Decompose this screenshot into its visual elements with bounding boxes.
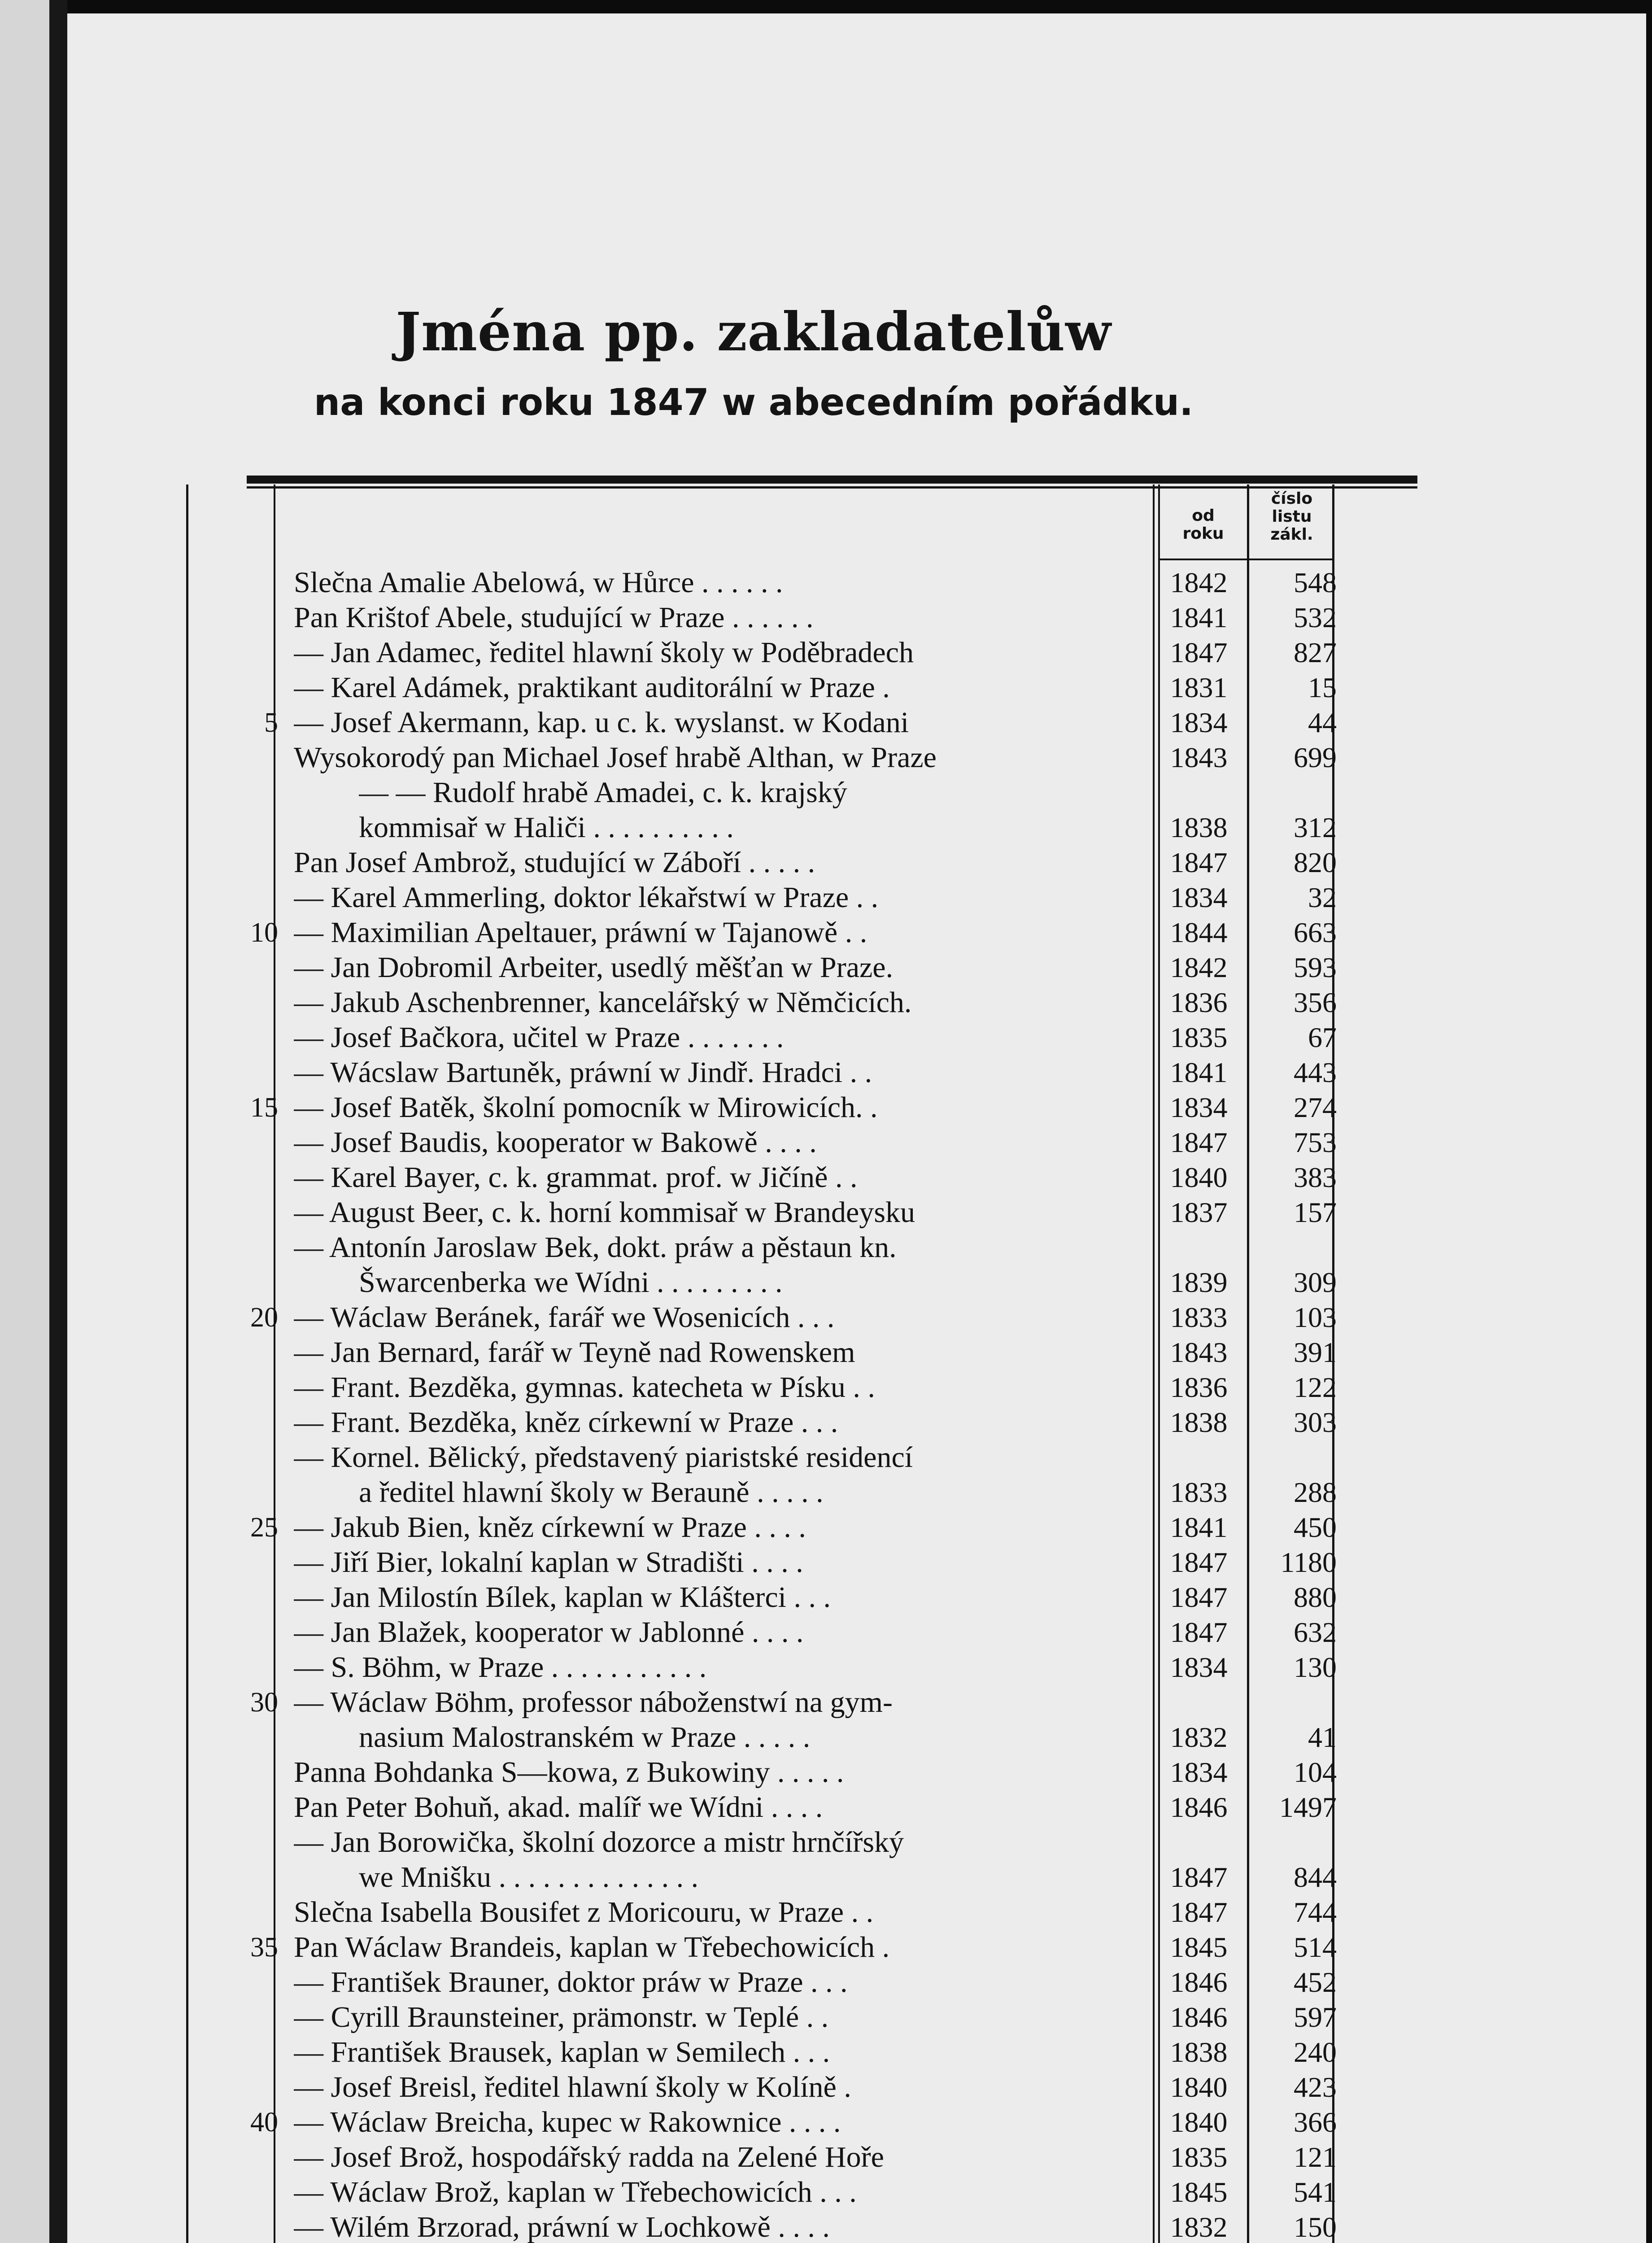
line-number: 15 (250, 1092, 278, 1123)
header-underline-year (1160, 559, 1247, 560)
sheet-number: 104 (1294, 1756, 1337, 1788)
line-number: 10 (250, 917, 278, 948)
sheet-number: 593 (1294, 951, 1337, 983)
entry-text: Šwarcenberka we Wídni . . . . . . . . . (359, 1266, 783, 1299)
sheet-number: 44 (1308, 707, 1337, 738)
table-row (0, 1125, 1390, 1160)
entry-text: — Wácslaw Bartuněk, práwní w Jindř. Hradci . . (294, 1056, 872, 1089)
sheet-number: 366 (1294, 2106, 1337, 2138)
table-row (0, 1405, 1390, 1440)
since-year: 1841 (1170, 1056, 1228, 1088)
entry-text: Wysokorodý pan Michael Josef hrabě Althan, w Praze (294, 741, 937, 774)
since-year: 1842 (1170, 951, 1228, 983)
table-row (0, 1860, 1390, 1895)
page-subtitle: na konci roku 1847 w abecedním pořádku. (314, 381, 1194, 424)
table-row (0, 2000, 1390, 2035)
table-row (0, 1790, 1390, 1825)
year-header-line: od (1192, 506, 1215, 525)
entry-text: — Jan Bernard, farář w Teyně nad Rowenskem (294, 1336, 855, 1369)
entry-text: — Jan Blažek, kooperator w Jablonné . . . . (294, 1616, 804, 1649)
entry-text: — Jan Borowička, školní dozorce a mistr hrnčířský (294, 1826, 904, 1859)
sheet-number: 103 (1294, 1301, 1337, 1333)
sheet-number: 1497 (1279, 1791, 1337, 1823)
entry-text: — Kornel. Bělický, představený piaristské residencí (294, 1441, 913, 1474)
since-year: 1846 (1170, 1966, 1228, 1998)
table-row (0, 1265, 1390, 1300)
sheet-number: 121 (1294, 2141, 1337, 2173)
sheet-number: 632 (1294, 1616, 1337, 1648)
sheet-number: 541 (1294, 2176, 1337, 2208)
table-row (0, 2175, 1390, 2210)
since-year: 1845 (1170, 2176, 1228, 2208)
table-row (0, 1930, 1390, 1965)
since-year: 1835 (1170, 1021, 1228, 1053)
since-year: 1847 (1170, 1616, 1228, 1648)
sheet-number: 309 (1294, 1266, 1337, 1298)
table-row (0, 1755, 1390, 1790)
entry-text: Pan Josef Ambrož, studující w Záboří . . . . . (294, 846, 815, 879)
table-row (0, 1195, 1390, 1230)
since-year: 1840 (1170, 2106, 1228, 2138)
sheet-header-line: listu (1272, 507, 1312, 526)
sheet-number: 699 (1294, 742, 1337, 773)
since-year: 1846 (1170, 2001, 1228, 2033)
sheet-number: 312 (1294, 812, 1337, 843)
sheet-column-header (1251, 490, 1332, 544)
entry-text: — Jakub Bien, kněz církewní w Praze . . . . (294, 1511, 806, 1544)
entry-text: — Wilém Brzorad, práwní w Lochkowě . . . . (294, 2211, 830, 2243)
table-row (0, 600, 1390, 635)
sheet-number: 391 (1294, 1336, 1337, 1368)
since-year: 1847 (1170, 637, 1228, 668)
table-row (0, 950, 1390, 985)
sheet-number: 15 (1308, 672, 1337, 703)
since-year: 1841 (1170, 602, 1228, 633)
table-row (0, 565, 1390, 600)
since-year: 1836 (1170, 1371, 1228, 1403)
table-row (0, 740, 1390, 775)
since-year: 1832 (1170, 2211, 1228, 2243)
line-number: 20 (250, 1302, 278, 1333)
since-year: 1841 (1170, 1511, 1228, 1543)
entry-text: Panna Bohdanka S—kowa, z Bukowiny . . . . . (294, 1756, 844, 1789)
since-year: 1847 (1170, 1546, 1228, 1578)
entry-text: — Jan Dobromil Arbeiter, usedlý měšťan w Praze. (294, 951, 894, 984)
table-row (0, 1650, 1390, 1685)
table-row (0, 1475, 1390, 1510)
entry-text: we Mnišku . . . . . . . . . . . . . . (359, 1861, 699, 1894)
sheet-number: 303 (1294, 1406, 1337, 1438)
table-row (0, 1160, 1390, 1195)
entry-text: Slečna Isabella Bousifet z Moricouru, w Praze . . (294, 1896, 874, 1929)
since-year: 1833 (1170, 1301, 1228, 1333)
table-row (0, 1230, 1390, 1265)
since-year: 1833 (1170, 1476, 1228, 1508)
entry-text: — Josef Breisl, ředitel hlawní školy w Kolíně . (294, 2071, 851, 2103)
entry-text: Pan Krištof Abele, studující w Praze . . . . . . (294, 601, 814, 634)
since-year: 1834 (1170, 707, 1228, 738)
entry-text: — S. Böhm, w Praze . . . . . . . . . . . (294, 1651, 707, 1684)
table-row (0, 1440, 1390, 1475)
entry-text: Pan Wáclaw Brandeis, kaplan w Třebechowicích . (294, 1931, 890, 1964)
table-row (0, 1370, 1390, 1405)
entry-text: nasium Malostranském w Praze . . . . . (359, 1721, 811, 1754)
entry-text: — Josef Akermann, kap. u c. k. wyslanst. w Kodani (294, 706, 909, 739)
table-top-rule-thin (247, 486, 1417, 489)
since-year: 1840 (1170, 2071, 1228, 2103)
sheet-number: 67 (1308, 1021, 1337, 1053)
sheet-number: 274 (1294, 1091, 1337, 1123)
since-year: 1842 (1170, 567, 1228, 598)
table-row (0, 1055, 1390, 1090)
since-year: 1838 (1170, 1406, 1228, 1438)
since-year: 1834 (1170, 1756, 1228, 1788)
entry-text: Pan Peter Bohuň, akad. malíř we Wídni . . . . (294, 1791, 823, 1824)
since-year: 1834 (1170, 1091, 1228, 1123)
entry-text: — Jan Milostín Bílek, kaplan w Klášterci . . . (294, 1581, 831, 1614)
entry-text: — — Rudolf hrabě Amadei, c. k. krajský (359, 776, 847, 809)
entry-text: — Josef Baudis, kooperator w Bakowě . . . . (294, 1126, 817, 1159)
since-year: 1839 (1170, 1266, 1228, 1298)
sheet-number: 532 (1294, 602, 1337, 633)
table-row (0, 1825, 1390, 1860)
table-row (0, 2210, 1390, 2243)
entry-text: — Maximilian Apeltauer, práwní w Tajanowě . . (294, 916, 867, 949)
sheet-number: 827 (1294, 637, 1337, 668)
sheet-number: 880 (1294, 1581, 1337, 1613)
entry-text: — Wáclaw Breicha, kupec w Rakownice . . . . (294, 2106, 841, 2138)
since-year: 1840 (1170, 1161, 1228, 1193)
sheet-number: 240 (1294, 2036, 1337, 2068)
entry-text: — Jiří Bier, lokalní kaplan w Stradišti . . . . (294, 1546, 803, 1579)
since-year: 1837 (1170, 1196, 1228, 1228)
entry-text: — Cyrill Braunsteiner, prämonstr. w Teplé . . (294, 2001, 829, 2034)
sheet-number: 548 (1294, 567, 1337, 598)
table-row (0, 1720, 1390, 1755)
sheet-number: 130 (1294, 1651, 1337, 1683)
line-number: 5 (264, 707, 278, 738)
since-year: 1832 (1170, 1721, 1228, 1753)
table-row (0, 2070, 1390, 2105)
table-row (0, 635, 1390, 670)
sheet-header-line: číslo (1271, 489, 1313, 508)
sheet-number: 41 (1308, 1721, 1337, 1753)
entry-text: — Karel Bayer, c. k. grammat. prof. w Jičíně . . (294, 1161, 858, 1194)
entry-text: — Josef Batěk, školní pomocník w Mirowicích. . (294, 1091, 878, 1124)
since-year: 1847 (1170, 1126, 1228, 1158)
table-top-rule (247, 476, 1417, 484)
table-row (0, 915, 1390, 950)
sheet-number: 753 (1294, 1126, 1337, 1158)
sheet-number: 450 (1294, 1511, 1337, 1543)
entry-text: — Antonín Jaroslaw Bek, dokt. práw a pěstaun kn. (294, 1231, 897, 1264)
table-row (0, 1335, 1390, 1370)
entry-text: — August Beer, c. k. horní kommisař w Brandeysku (294, 1196, 915, 1229)
sheet-number: 663 (1294, 916, 1337, 948)
entry-text: — Josef Brož, hospodářský radda na Zelené Hoře (294, 2141, 884, 2173)
page-title: Jména pp. zakladatelůw (396, 301, 1112, 363)
table-row (0, 2140, 1390, 2175)
table-row (0, 2105, 1390, 2140)
header-underline-sheet (1249, 559, 1332, 560)
since-year: 1835 (1170, 2141, 1228, 2173)
since-year: 1843 (1170, 742, 1228, 773)
table-row (0, 1545, 1390, 1580)
sheet-number: 452 (1294, 1966, 1337, 1998)
entry-text: — Josef Bačkora, učitel w Praze . . . . . . . (294, 1021, 784, 1054)
sheet-header-line: zákl. (1270, 525, 1313, 544)
line-number: 40 (250, 2107, 278, 2138)
since-year: 1846 (1170, 1791, 1228, 1823)
table-row (0, 1965, 1390, 2000)
line-number: 35 (250, 1932, 278, 1963)
sheet-number: 150 (1294, 2211, 1337, 2243)
entry-text: a ředitel hlawní školy w Berauně . . . . . (359, 1476, 824, 1509)
since-year: 1838 (1170, 812, 1228, 843)
entry-text: Slečna Amalie Abelowá, w Hůrce . . . . . . (294, 566, 783, 599)
sheet-number: 443 (1294, 1056, 1337, 1088)
sheet-number: 423 (1294, 2071, 1337, 2103)
table-row (0, 1510, 1390, 1545)
table-row (0, 1580, 1390, 1615)
founders-list (0, 565, 1390, 2243)
table-row (0, 1090, 1390, 1125)
sheet-number: 383 (1294, 1161, 1337, 1193)
entry-text: — Jan Adamec, ředitel hlawní školy w Poděbradech (294, 636, 914, 669)
since-year: 1838 (1170, 2036, 1228, 2068)
since-year: 1847 (1170, 1896, 1228, 1928)
table-row (0, 1020, 1390, 1055)
year-header-line: roku (1182, 524, 1224, 543)
entry-text: — Wáclaw Beránek, farář we Wosenicích . . . (294, 1301, 835, 1334)
since-year: 1831 (1170, 672, 1228, 703)
sheet-number: 356 (1294, 986, 1337, 1018)
sheet-number: 157 (1294, 1196, 1337, 1228)
entry-text: — Frant. Bezděka, gymnas. katecheta w Písku . . (294, 1371, 875, 1404)
sheet-number: 32 (1308, 881, 1337, 913)
table-row (0, 2035, 1390, 2070)
table-row (0, 670, 1390, 705)
sheet-number: 514 (1294, 1931, 1337, 1963)
table-row (0, 775, 1390, 810)
line-number: 30 (250, 1687, 278, 1718)
entry-text: — Frant. Bezděka, kněz církewní w Praze . . . (294, 1406, 838, 1439)
table-row (0, 985, 1390, 1020)
table-row (0, 1685, 1390, 1720)
since-year: 1836 (1170, 986, 1228, 1018)
since-year: 1847 (1170, 847, 1228, 878)
sheet-number: 122 (1294, 1371, 1337, 1403)
sheet-number: 744 (1294, 1896, 1337, 1928)
entry-text: — Karel Adámek, praktikant auditorální w Praze . (294, 671, 890, 704)
since-year: 1843 (1170, 1336, 1228, 1368)
since-year: 1834 (1170, 881, 1228, 913)
sheet-number: 288 (1294, 1476, 1337, 1508)
table-row (0, 810, 1390, 845)
sheet-number: 597 (1294, 2001, 1337, 2033)
entry-text: — Wáclaw Brož, kaplan w Třebechowicích . . . (294, 2176, 857, 2208)
sheet-number: 844 (1294, 1861, 1337, 1893)
table-row (0, 705, 1390, 740)
table-row (0, 1895, 1390, 1930)
year-column-header (1162, 507, 1245, 543)
since-year: 1845 (1170, 1931, 1228, 1963)
entry-text: kommisař w Haliči . . . . . . . . . . (359, 811, 734, 844)
entry-text: — Jakub Aschenbrenner, kancelářský w Němčicích. (294, 986, 912, 1019)
table-row (0, 1300, 1390, 1335)
since-year: 1834 (1170, 1651, 1228, 1683)
since-year: 1847 (1170, 1581, 1228, 1613)
entry-text: — František Brauner, doktor práw w Praze . . . (294, 1966, 848, 1999)
table-row (0, 880, 1390, 915)
line-number: 25 (250, 1512, 278, 1543)
entry-text: — Karel Ammerling, doktor lékařstwí w Praze . . (294, 881, 879, 914)
sheet-number: 1180 (1280, 1546, 1337, 1578)
sheet-number: 820 (1294, 847, 1337, 878)
entry-text: — František Brausek, kaplan w Semilech . . . (294, 2036, 830, 2068)
table-row (0, 845, 1390, 880)
since-year: 1847 (1170, 1861, 1228, 1893)
since-year: 1844 (1170, 916, 1228, 948)
entry-text: — Wáclaw Böhm, professor náboženstwí na gym- (294, 1686, 893, 1719)
table-row (0, 1615, 1390, 1650)
